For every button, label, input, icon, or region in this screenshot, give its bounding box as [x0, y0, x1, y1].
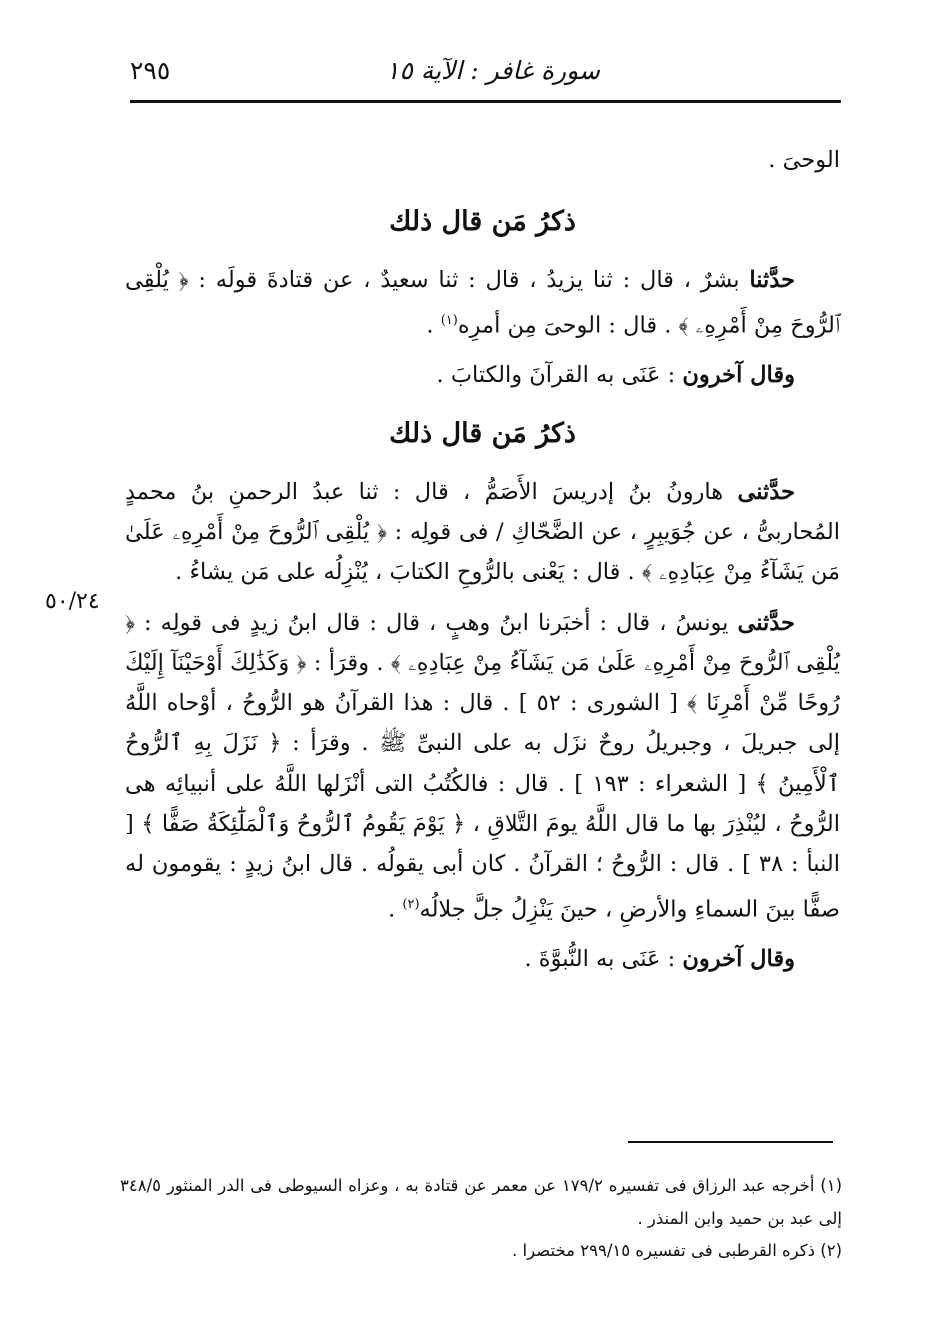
paragraph-text: يونسُ ، قال : أخبَرنا ابنُ وهبٍ ، قال : قال ابنُ زيدٍ فى قولِه : ﴿ يُلْقِى ٱلرُّوحَ مِنْ أَمْرِهِۦ عَلَىٰ مَن يَشَآءُ مِنْ عِبَادِهِۦ ﴾ . وقرَأ : ﴿ وَكَذَٰلِكَ أَوْحَيْنَآ إِلَيْكَ رُوحًا مِّنْ أَمْرِنَا ﴾ [ الشورى : ٥٢ ] . قال : هذا القرآنُ هو الرُّوحُ ، أوْحاه اللَّهُ إلى جبريلَ ، وجبريلُ روحٌ نزَل به على النبىِّ ﷺ . وقرَأ : ﴿ نَزَلَ بِهِ ٱلرُّوحُ ٱلْأَمِينُ ﴾ [ الشعراء : ١٩٣ ] . قال : فالكُتُبُ التى أنْزَلها اللَّهُ على أنبيائِه هى الرُّوحُ ، ليُنْذِرَ بها ما قال اللَّهُ يومَ التَّلاقِ ، ﴿ يَوْمَ يَقُومُ ٱلرُّوحُ وَٱلْمَلَٰٓئِكَةُ صَفًّا ﴾ [ النبأ : ٣٨ ] . قال : الرُّوحُ ؛ القرآنُ . كان أبى يقولُه . قال ابنُ زيدٍ : يقومون له صفًّا بينَ السماءِ والأرضِ ، حينَ يَنْزِلُ جلَّ جلالُه [125, 609, 840, 923]
section-heading: ذكرُ مَن قال ذلك [389, 206, 576, 238]
page-header [130, 52, 840, 96]
paragraph-text: : عَنَى به النُّبوَّةَ . [524, 946, 683, 973]
footnote-rule [628, 1141, 833, 1143]
header-rule [130, 100, 841, 103]
paragraph-lead: حدَّثنى [737, 478, 795, 505]
footnote-marker: (١) [440, 312, 458, 328]
paragraph: حدَّثنى يونسُ ، قال : أخبَرنا ابنُ وهبٍ ، قال : قال ابنُ زيدٍ فى قولِه : ﴿ يُلْقِى ٱلرُّوحَ مِنْ أَمْرِهِۦ عَلَىٰ مَن يَشَآءُ مِنْ عِبَادِهِۦ ﴾ . وقرَأ : ﴿ وَكَذَٰلِكَ أَوْحَيْنَآ إِلَيْكَ رُوحًا مِّنْ أَمْرِنَا ﴾ [ الشورى : ٥٢ ] . قال : هذا القرآنُ هو الرُّوحُ ، أوْحاه اللَّهُ إلى جبريلَ ، وجبريلُ روحٌ نزَل به على النبىِّ ﷺ . وقرَأ : ﴿ نَزَلَ بِهِ ٱلرُّوحُ ٱلْأَمِينُ ﴾ [ الشعراء : ١٩٣ ] . قال : فالكُتُبُ التى أنْزَلها اللَّهُ على أنبيائِه هى الرُّوحُ ، ليُنْذِرَ بها ما قال اللَّهُ يومَ التَّلاقِ ، ﴿ يَوْمَ يَقُومُ ٱلرُّوحُ وَٱلْمَلَٰٓئِكَةُ صَفًّا ﴾ [ النبأ : ٣٨ ] . قال : الرُّوحُ ؛ القرآنُ . كان أبى يقولُه . قال ابنُ زيدٍ : يقومون له صفًّا بينَ السماءِ والأرضِ ، حينَ يَنْزِلُ جلَّ جلالُه$^{(٢)}$ . [125, 609, 840, 923]
paragraph: حدَّثنا بشرٌ ، قال : ثنا يزيدُ ، قال : ثنا سعيدٌ ، عن قتادةَ قولَه : ﴿ يُلْقِى ٱلرُّوحَ مِنْ أَمْرِهِۦ ﴾ . قال : الوحىَ مِن أمرِه$^{(١)}$ . [125, 267, 840, 339]
continuation-line: الوحىَ . [768, 147, 840, 173]
paragraph-lead: وقال آخرون [682, 946, 795, 973]
footnote: (٢) ذكره القرطبى فى تفسيره ٢٩٩/١٥ مختصرا . [512, 1241, 842, 1260]
paragraph-lead: حدَّثنا [749, 267, 795, 294]
marginal-reference: ٥٠/٢٤ [45, 589, 100, 614]
paragraph-text: بشرٌ ، قال : ثنا يزيدُ ، قال : ثنا سعيدٌ ، عن قتادةَ قولَه : ﴿ يُلْقِى ٱلرُّوحَ مِنْ أَمْرِهِۦ ﴾ . قال : الوحىَ مِن أمرِه [125, 267, 840, 339]
paragraph-text: : عَنَى به القرآنَ والكتابَ . [436, 362, 683, 389]
section-heading: ذكرُ مَن قال ذلك [389, 417, 576, 449]
footnote-marker: (٢) [402, 896, 420, 912]
footnote: (١) أخرجه عبد الرزاق فى تفسيره ١٧٩/٢ عن معمر عن قتادة به ، وعزاه السيوطى فى الدر المنثور ٣٤٨/٥ إلى عبد بن حميد وابن المنذر . [120, 1176, 843, 1228]
paragraph [125, 472, 840, 593]
paragraph [125, 939, 840, 979]
running-title: سورة غافر : الآية ١٥ [385, 56, 600, 85]
paragraph-text: هارونُ بنُ إدريسَ الأَصَمُّ ، قال : ثنا عبدُ الرحمنِ بنُ محمدٍ المُحاربىُّ ، عن جُوَيبِرٍ ، عن الضَّحّاكِ / فى قولِه : ﴿ يُلْقِى ٱلرُّوحَ مِنْ أَمْرِهِۦ عَلَىٰ مَن يَشَآءُ مِنْ عِبَادِهِۦ ﴾ . قال : يَعْنى بالرُّوحِ الكتابَ ، يُنْزِلُه على مَن يشاءُ . [125, 478, 840, 586]
paragraph-lead: حدَّثنى [737, 609, 795, 636]
paragraph-lead: وقال آخرون [682, 362, 795, 389]
paragraph [125, 355, 840, 395]
page-number: ٢٩٥ [130, 56, 171, 85]
footnotes [120, 1170, 842, 1268]
main-text [125, 140, 840, 980]
